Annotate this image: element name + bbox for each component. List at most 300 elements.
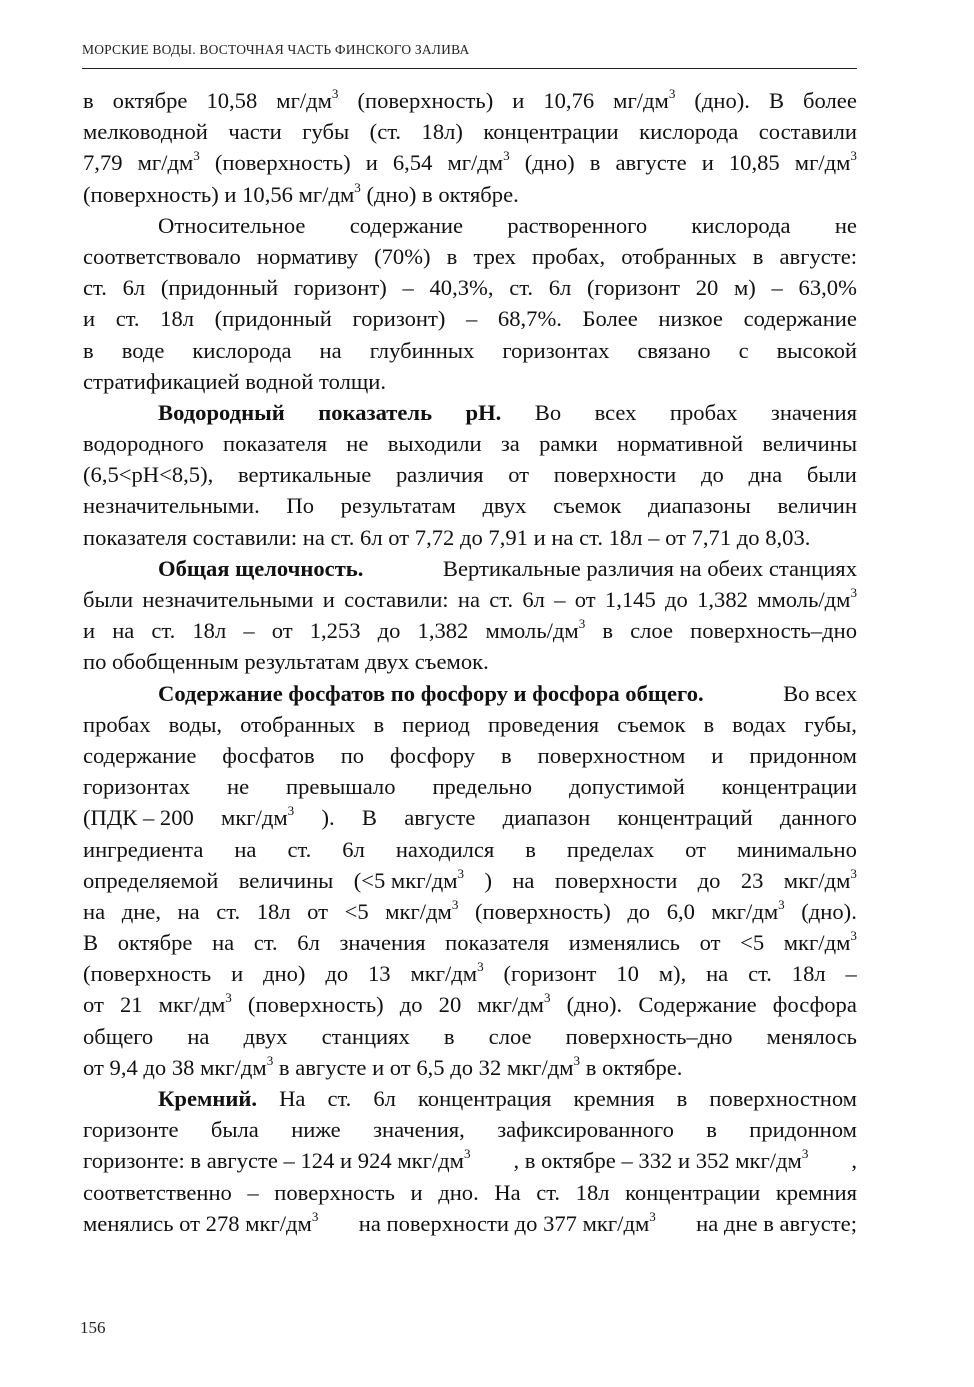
superscript: 3: [850, 928, 857, 944]
text-run: придонном: [749, 1117, 857, 1143]
text-run: находился: [395, 836, 495, 862]
text-run: (дно): [524, 150, 575, 176]
text-run: в: [501, 742, 512, 768]
text-run: диапазон: [502, 805, 591, 831]
text-run: (дно) в октябре.: [360, 181, 519, 207]
bold-run: Водородный: [158, 399, 285, 425]
text-run: и: [711, 742, 724, 768]
text-run: глубинных: [369, 337, 475, 363]
text-line: [83, 771, 857, 802]
text-line: [83, 584, 857, 615]
text-run: ст.: [748, 961, 772, 987]
text-run: октябре: [117, 930, 193, 956]
text-run: 6л: [297, 930, 320, 956]
text-run: 6л: [373, 1086, 396, 1111]
text-run: 68,7%.: [497, 306, 562, 332]
text-run: съемок: [553, 493, 622, 519]
text-run: 1,253: [309, 618, 361, 644]
text-line: [83, 958, 857, 989]
text-line: [83, 241, 857, 272]
text-line: [83, 179, 857, 210]
text-run: мкг/$дм^3$: [783, 865, 857, 893]
text-run: в августе и от 6,5 до 32 мкг/$дм^3$: [273, 1052, 581, 1080]
bold-run: показатель: [318, 399, 433, 425]
text-run: кислорода: [691, 212, 791, 238]
text-run: (ПДК – 200: [83, 805, 194, 831]
text-run: от: [271, 618, 293, 644]
text-run: (дно).: [801, 898, 857, 924]
text-run: водах: [732, 711, 787, 737]
text-run: ст.: [115, 306, 140, 332]
text-run: допустимой: [569, 774, 685, 800]
text-run: и: [83, 618, 96, 644]
text-line: [83, 1083, 857, 1114]
text-run: $мг/дм^3$: [447, 148, 510, 176]
superscript: 3: [850, 148, 857, 164]
text-run: по обобщенным результатам двух съемок.: [83, 649, 489, 675]
text-line: [83, 522, 857, 553]
text-run: менялись от 278 мкг/$дм^3$: [83, 1208, 319, 1236]
text-run: горизонтах: [83, 774, 191, 800]
text-line: [83, 210, 857, 241]
superscript: 3: [311, 1208, 319, 1224]
text-run: величин: [777, 493, 857, 519]
text-run: растворенного: [507, 212, 648, 238]
text-run: была: [210, 1117, 259, 1143]
text-run: и: [512, 88, 525, 113]
bold-run: pH.: [465, 399, 502, 425]
text-run: период: [402, 711, 470, 737]
text-run: значения,: [373, 1117, 465, 1143]
text-run: в: [706, 1117, 717, 1143]
text-line: [83, 740, 857, 771]
text-line: [83, 678, 857, 709]
text-line: [83, 335, 857, 366]
text-run: поверхностном: [709, 1086, 857, 1111]
text-run: незначительными.: [83, 493, 260, 519]
text-run: показателя: [445, 930, 550, 956]
text-run: мкг/$дм^3$: [385, 897, 459, 924]
text-run: не: [834, 212, 857, 238]
text-run: стратификацией водной толщи.: [83, 368, 386, 394]
text-run: различия: [396, 462, 484, 488]
text-run: Вертикальные различия на обеих станциях: [437, 555, 857, 581]
text-run: горизонтах: [502, 337, 610, 363]
text-run: 63,0%: [798, 275, 857, 301]
text-run: Относительное: [158, 212, 306, 238]
text-run: ст.: [287, 836, 312, 862]
running-header: МОРСКИЕ ВОДЫ. ВОСТОЧНАЯ ЧАСТЬ ФИНСКОГО ЗАЛИВА: [82, 42, 470, 57]
text-run: в: [589, 150, 601, 176]
text-run: до: [701, 462, 724, 488]
text-run: высокой: [776, 337, 857, 363]
text-run: минимально: [736, 836, 857, 862]
superscript: 3: [801, 1146, 809, 1162]
text-line: [83, 1021, 857, 1052]
text-run: Во всех: [777, 680, 857, 706]
text-run: (дно).: [566, 992, 623, 1018]
text-run: <5: [740, 930, 765, 956]
text-run: кислорода: [192, 337, 292, 363]
text-run: ммоль/$дм^3$: [485, 616, 586, 644]
text-run: мкг/$дм^3$: [477, 990, 551, 1018]
superscript: 3: [850, 865, 857, 881]
text-run: 1,382: [417, 618, 469, 644]
text-run: (ст.: [369, 119, 402, 145]
text-run: результатам: [340, 493, 456, 519]
text-run: $мг/дм^3$: [276, 86, 339, 113]
text-run: значения: [339, 930, 426, 956]
text-run: кремния: [573, 1086, 655, 1111]
text-run: концентраций: [617, 805, 753, 831]
text-run: 10,76: [543, 88, 595, 113]
text-run: соответственно – поверхность и дно. На ст. 18л концентрации кремния: [83, 1179, 857, 1205]
text-run: В: [361, 805, 377, 831]
text-run: концентрации: [721, 774, 857, 800]
text-run: части: [228, 119, 282, 145]
text-run: мкг/$дм^3$: [221, 803, 295, 831]
text-run: в: [443, 1023, 455, 1049]
text-run: пределах: [566, 836, 655, 862]
text-run: от: [307, 898, 329, 924]
text-run: слое: [630, 618, 674, 644]
text-line: [83, 116, 857, 147]
text-run: до: [399, 992, 423, 1018]
text-line: [83, 397, 857, 428]
text-run: воды,: [168, 711, 223, 737]
text-run: зафиксированного: [497, 1117, 674, 1143]
text-line: [83, 615, 857, 646]
text-run: кислорода: [639, 119, 739, 145]
text-run: На: [279, 1086, 306, 1111]
text-run: губы: [302, 119, 350, 145]
text-line: [83, 366, 857, 397]
superscript: 3: [225, 990, 232, 1006]
text-run: составили: [758, 119, 857, 145]
text-run: значения: [770, 399, 857, 425]
superscript: 3: [331, 86, 339, 102]
text-run: до: [377, 618, 401, 644]
text-run: <5: [344, 898, 369, 924]
superscript: 3: [649, 1208, 656, 1224]
text-run: всех: [594, 399, 637, 425]
text-run: октябре: [112, 88, 188, 113]
text-line: [83, 1052, 857, 1083]
text-run: от 9,4 до 38 мкг/$дм^3$: [83, 1052, 274, 1080]
text-run: (<5 мкг/$дм^3$: [353, 865, 465, 893]
text-run: –: [402, 275, 414, 301]
text-run: до: [627, 898, 651, 924]
text-run: Содержание: [638, 992, 757, 1018]
text-run: поверхность–дно: [690, 618, 857, 644]
text-run: предельно: [432, 774, 533, 800]
superscript: 3: [287, 803, 295, 819]
text-run: фосфатов: [222, 742, 315, 768]
text-run: ниже: [291, 1117, 341, 1143]
text-run: и: [701, 150, 714, 176]
text-line: [83, 1177, 857, 1208]
text-run: на: [112, 618, 135, 644]
text-run: мкг/$дм^3$: [158, 990, 232, 1018]
superscript: 3: [457, 865, 465, 881]
text-run: ст.: [327, 1086, 352, 1111]
text-run: водородного показателя не выходили за рамки нормативной величины: [83, 431, 857, 457]
text-run: на: [83, 898, 106, 924]
superscript: 3: [503, 148, 510, 164]
text-run: августе: [404, 805, 476, 831]
text-run: дно): [263, 961, 306, 987]
text-line: [83, 553, 857, 584]
text-run: ).: [321, 805, 335, 831]
text-run: пробах: [83, 711, 151, 737]
text-line: [83, 896, 857, 927]
text-line: [83, 303, 857, 334]
text-run: в: [602, 618, 614, 644]
text-run: –: [243, 618, 255, 644]
text-run: мкг/$дм^3$: [711, 897, 785, 924]
text-run: определяемой: [83, 867, 219, 893]
text-run: (придонный: [214, 306, 332, 332]
text-run: м): [734, 275, 756, 301]
text-line: [83, 1145, 857, 1176]
text-run: и: [231, 961, 244, 987]
text-run: поверхности: [554, 867, 678, 893]
text-line: [83, 927, 857, 958]
text-run: В: [83, 930, 99, 956]
text-run: (горизонт: [587, 275, 680, 301]
text-run: (6,5<pH<8,5),: [83, 462, 214, 488]
text-run: на: [177, 898, 200, 924]
text-run: дне,: [121, 898, 161, 924]
text-line: [83, 428, 857, 459]
text-run: в октябре.: [580, 1054, 683, 1080]
text-run: 20: [695, 275, 719, 301]
text-run: низкое: [658, 306, 723, 332]
text-run: 6л: [122, 275, 146, 301]
text-run: Во: [534, 399, 562, 425]
text-run: августе: [615, 150, 687, 176]
text-line: [83, 85, 857, 116]
text-run: на поверхности до 377 мкг/$дм^3$: [353, 1208, 656, 1236]
text-run: $мг/дм^3$: [137, 148, 200, 176]
text-run: ст.: [151, 618, 176, 644]
text-run: в: [525, 836, 536, 862]
text-run: данного: [779, 805, 857, 831]
text-run: 10,58: [206, 88, 258, 113]
text-line: [83, 459, 857, 490]
text-run: диапазоны: [648, 493, 751, 519]
text-run: слое: [488, 1023, 532, 1049]
page-number: 156: [80, 1318, 106, 1337]
body-text: [83, 85, 857, 1239]
text-run: ): [484, 867, 492, 893]
text-line: [83, 709, 857, 740]
text-run: более: [803, 88, 857, 113]
text-run: содержание: [83, 742, 197, 768]
text-line: [83, 865, 857, 896]
text-run: (поверхность): [474, 898, 611, 924]
text-run: на: [706, 961, 729, 987]
text-run: по: [340, 742, 365, 768]
superscript: 3: [451, 897, 459, 913]
text-line: [83, 989, 857, 1020]
text-run: изменялись: [568, 930, 680, 956]
text-run: –: [466, 306, 478, 332]
text-run: двух: [482, 493, 527, 519]
text-run: от: [83, 992, 104, 1018]
text-run: от: [508, 462, 530, 488]
text-run: содержание: [349, 212, 464, 238]
text-line: [83, 272, 857, 303]
text-run: 23: [740, 867, 764, 893]
text-run: на: [212, 930, 235, 956]
text-run: в: [676, 1086, 688, 1111]
text-run: дна: [748, 462, 783, 488]
text-run: $мг/дм^3$: [613, 86, 676, 113]
text-run: общего: [83, 1023, 154, 1049]
text-run: 40,3%,: [429, 275, 494, 301]
superscript: 3: [477, 959, 484, 975]
text-run: концентрация: [417, 1086, 552, 1111]
text-run: (поверхность): [214, 150, 351, 176]
text-run: 10: [616, 961, 639, 987]
text-run: были незначительными и составили: на ст. 6л – от 1,145 до 1,382 ммоль/$дм^3$: [83, 585, 857, 612]
superscript: 3: [354, 179, 361, 195]
text-run: Более: [582, 306, 638, 332]
text-run: –: [845, 961, 857, 987]
text-run: были: [806, 462, 857, 488]
text-run: съемок: [617, 711, 686, 737]
text-run: горизонт): [293, 275, 387, 301]
text-run: мелководной: [83, 119, 208, 145]
superscript: 3: [543, 990, 551, 1006]
text-run: 6л: [548, 275, 572, 301]
text-run: 18л: [791, 961, 826, 987]
text-run: в: [373, 711, 385, 737]
text-line: [83, 834, 857, 865]
text-run: на дне в августе;: [690, 1210, 857, 1236]
text-run: горизонте: [83, 1117, 179, 1143]
text-run: от: [699, 930, 721, 956]
text-run: ст.: [216, 898, 241, 924]
text-run: губы,: [804, 711, 857, 737]
text-run: ст.: [253, 930, 278, 956]
text-run: По: [286, 493, 315, 519]
text-run: ст.: [509, 275, 534, 301]
text-run: соответствовало нормативу (70%) в трех пробах, отобранных в августе:: [83, 243, 857, 269]
text-run: не: [226, 774, 250, 800]
text-run: (поверхность): [357, 88, 494, 113]
text-run: (придонный: [160, 275, 279, 301]
text-run: поверхности: [553, 462, 677, 488]
text-run: на: [187, 1023, 210, 1049]
text-run: поверхность–дно: [565, 1023, 733, 1049]
text-run: 6,0: [666, 898, 695, 924]
bold-run: Общая щелочность.: [158, 555, 364, 581]
text-run: (горизонт: [503, 961, 597, 987]
superscript: 3: [266, 1052, 274, 1068]
superscript: 3: [193, 148, 200, 164]
text-run: на: [319, 337, 342, 363]
text-run: , в октябре – 332 и 352 мкг/$дм^3$: [513, 1146, 809, 1174]
text-run: (поверхность): [247, 992, 384, 1018]
text-run: (дно).: [694, 88, 750, 113]
text-run: в: [83, 88, 94, 113]
text-run: связано: [637, 337, 711, 363]
text-run: 21: [119, 992, 143, 1018]
superscript: 3: [573, 1052, 581, 1068]
text-run: превышало: [286, 774, 396, 800]
text-line: [83, 802, 857, 833]
text-run: концентрации: [483, 119, 619, 145]
text-run: двух: [243, 1023, 288, 1049]
text-line: [83, 646, 857, 677]
superscript: 3: [463, 1146, 471, 1162]
text-run: мкг/$дм^3$: [783, 928, 857, 956]
text-run: вертикальные: [238, 462, 372, 488]
text-run: 6,54: [392, 150, 433, 176]
text-run: ст.: [83, 275, 107, 301]
text-run: на: [512, 867, 535, 893]
text-run: ингредиента: [83, 836, 204, 862]
text-run: воде: [121, 337, 165, 363]
text-line: [83, 147, 857, 178]
text-run: поверхностном: [537, 742, 686, 768]
text-run: фосфору: [390, 742, 476, 768]
header-rule: [82, 68, 857, 69]
text-run: показателя составили: на ст. 6л от 7,72 до 7,91 и на ст. 18л – от 7,71 до 8,03.: [83, 524, 811, 550]
text-run: придонном: [749, 742, 857, 768]
text-run: 10,85: [728, 150, 780, 176]
text-run: и: [83, 306, 96, 332]
bold-run: Содержание фосфатов по фосфору и фосфора общего.: [158, 680, 704, 706]
text-run: менялось: [766, 1023, 857, 1049]
text-run: 7,79: [83, 150, 123, 176]
text-run: мкг/$дм^3$: [410, 959, 484, 987]
text-run: проведения: [488, 711, 600, 737]
text-run: 18л): [421, 119, 463, 145]
superscript: 3: [578, 616, 586, 632]
superscript: 3: [668, 86, 676, 102]
text-run: 18л: [192, 618, 227, 644]
text-line: [83, 1114, 857, 1145]
text-run: фосфора: [772, 992, 857, 1018]
text-run: величины: [238, 867, 334, 893]
text-run: м),: [658, 961, 687, 987]
text-run: с: [738, 337, 749, 363]
text-run: до: [325, 961, 349, 987]
text-run: –: [771, 275, 783, 301]
text-run: В: [768, 88, 785, 113]
bold-run: Кремний.: [158, 1086, 258, 1111]
text-run: ,: [851, 1148, 857, 1174]
text-run: 18л: [160, 306, 195, 332]
text-run: в: [83, 337, 94, 363]
text-run: горизонт): [352, 306, 446, 332]
text-run: станциях: [321, 1023, 410, 1049]
text-run: в: [703, 711, 715, 737]
text-run: до: [697, 867, 721, 893]
text-run: 13: [367, 961, 391, 987]
superscript: 3: [850, 585, 857, 601]
text-run: 18л: [256, 898, 291, 924]
text-run: $мг/дм^3$: [794, 148, 857, 176]
text-run: и: [365, 150, 378, 176]
text-run: содержание: [743, 306, 857, 332]
text-run: отобранных: [240, 711, 356, 737]
text-line: [83, 1208, 857, 1239]
text-run: на: [234, 836, 257, 862]
